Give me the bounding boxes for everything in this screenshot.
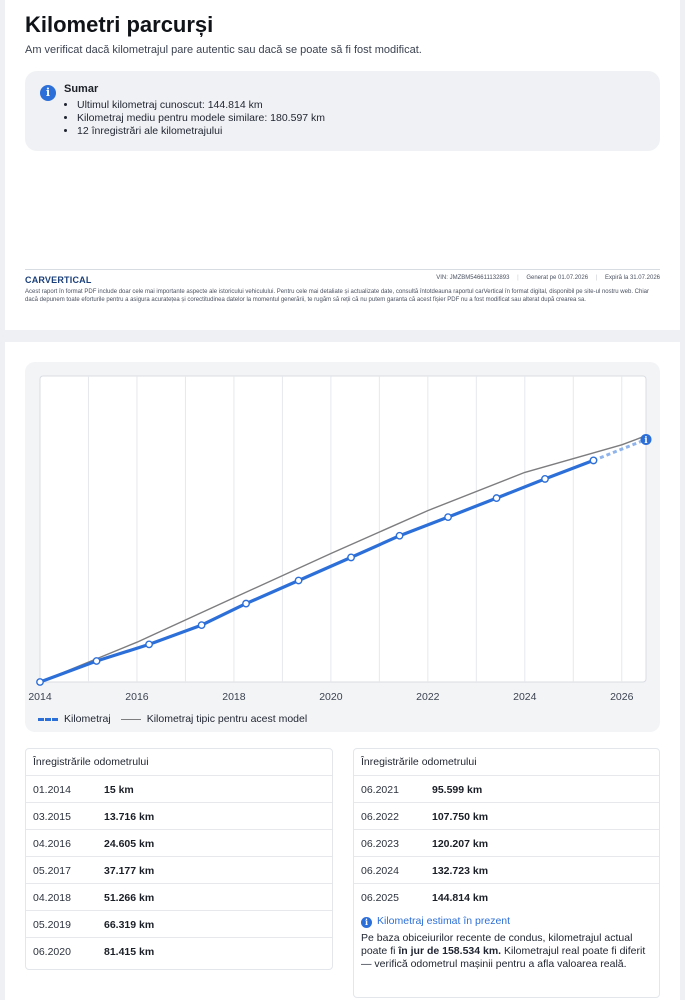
table-row — [26, 910, 332, 937]
data-point — [348, 554, 354, 560]
record-mileage: 13.716 km — [104, 811, 155, 823]
record-date: 06.2025 — [361, 892, 399, 904]
x-tick-label: 2026 — [610, 691, 634, 703]
plot-area — [40, 376, 646, 682]
record-date: 06.2020 — [33, 946, 71, 958]
record-date: 03.2015 — [33, 811, 71, 823]
estimate-text-before: Pe baza obiceiurilor recente de condus, kilometrajul actual poate fi — [361, 932, 633, 957]
summary-item: • 12 înregistrări ale kilometrajului — [77, 125, 325, 138]
record-mileage: 95.599 km — [432, 784, 483, 796]
data-point — [542, 476, 548, 482]
record-mileage: 51.266 km — [104, 892, 155, 904]
disclaimer-text: Acest raport în format PDF include doar cele mai importante aspecte ale istoricului vehiculului. Pentru cele mai detaliate și actualizate date, consultă întotdeauna raportul carVertical în format digital, disponibil pe site-ul nostru web. Chiar dacă depunem toate eforturile pentru a asigura acuratețea și corectitudinea datelor la momentul generării, te rugăm să reții că nu putem garanta că acest fișier PDF nu a fost modificat sau alterat după crearea sa. — [25, 289, 649, 303]
x-tick-label: 2018 — [222, 691, 246, 703]
record-date: 06.2024 — [361, 865, 399, 877]
expiry-date: Expiră la 31.07.2026 — [604, 275, 660, 281]
table-row — [354, 856, 659, 883]
table-row — [26, 883, 332, 910]
record-date: 06.2022 — [361, 811, 399, 823]
data-point — [493, 495, 499, 501]
x-tick-label: 2014 — [28, 691, 52, 703]
vin-text: VIN: JMZBM546611132893 — [436, 275, 510, 281]
record-date: 04.2018 — [33, 892, 71, 904]
data-point — [198, 622, 204, 628]
record-mileage: 37.177 km — [104, 865, 155, 877]
legend-swatch-mileage — [38, 718, 58, 721]
legend-label-typical: Kilometraj tipic pentru acest model — [146, 713, 308, 725]
report-footer — [25, 269, 660, 303]
summary-list — [77, 99, 325, 138]
table-row — [26, 829, 332, 856]
data-point — [295, 577, 301, 583]
record-date: 05.2017 — [33, 865, 71, 877]
data-point — [243, 600, 249, 606]
estimate-text — [361, 932, 646, 971]
table-row — [354, 883, 659, 910]
table-header: Înregistrările odometrului — [361, 756, 477, 768]
x-tick-label: 2020 — [319, 691, 343, 703]
info-icon: i — [361, 917, 372, 928]
data-point — [37, 679, 43, 685]
watermark: AUTOVIT.RO — [8, 972, 127, 992]
x-tick-label: 2016 — [125, 691, 149, 703]
mileage-chart-svg — [25, 362, 660, 732]
record-mileage: 24.605 km — [104, 838, 155, 850]
summary-item: • Kilometraj mediu pentru modele similare: 180.597 km — [77, 112, 325, 125]
estimate-title[interactable]: Kilometraj estimat în prezent — [377, 915, 511, 927]
chart-legend — [38, 713, 307, 725]
table-row — [354, 802, 659, 829]
table-row — [354, 775, 659, 802]
mileage-summary-card — [5, 0, 680, 330]
summary-title: Sumar — [64, 83, 99, 95]
data-point — [445, 514, 451, 520]
generated-date: Generat pe 01.07.2026 — [526, 275, 589, 281]
record-mileage: 107.750 km — [432, 811, 489, 823]
data-point — [396, 533, 402, 539]
report-meta: VIN: JMZBM546611132893 | Generat pe 01.07.2026 | Expiră la 31.07.2026 — [436, 275, 660, 281]
x-tick-label: 2022 — [416, 691, 440, 703]
info-icon: i — [40, 85, 56, 101]
record-mileage: 144.814 km — [432, 892, 489, 904]
carvertical-logo: CARVERTICAL — [25, 275, 92, 285]
mileage-chart — [25, 362, 660, 732]
legend-swatch-typical — [121, 719, 141, 720]
odometer-records-table-right — [353, 748, 660, 998]
record-mileage: 81.415 km — [104, 946, 155, 958]
record-mileage: 15 km — [104, 784, 134, 796]
record-date: 05.2019 — [33, 919, 71, 931]
odometer-records-table-left — [25, 748, 333, 970]
record-date: 01.2014 — [33, 784, 71, 796]
info-icon: i — [644, 435, 648, 446]
table-row — [26, 937, 332, 964]
table-row — [26, 856, 332, 883]
data-point — [590, 457, 596, 463]
legend-label-mileage: Kilometraj — [64, 713, 111, 725]
record-mileage: 132.723 km — [432, 865, 489, 877]
odometer-card — [5, 342, 680, 1000]
page-subtitle: Am verificat dacă kilometrajul pare autentic sau dacă se poate să fi fost modificat. — [25, 44, 422, 56]
table-row — [354, 829, 659, 856]
record-date: 06.2021 — [361, 784, 399, 796]
table-row — [26, 802, 332, 829]
estimate-text-after: Kilometrajul real poate fi diferit — verifică odometrul mașinii pentru a afla valoarea reală. — [361, 945, 646, 970]
record-date: 04.2016 — [33, 838, 71, 850]
x-tick-label: 2024 — [513, 691, 537, 703]
estimate-value: în jur de 158.534 km. — [398, 945, 502, 957]
record-date: 06.2023 — [361, 838, 399, 850]
table-header: Înregistrările odometrului — [33, 756, 149, 768]
summary-item: • Ultimul kilometraj cunoscut: 144.814 km — [77, 99, 325, 112]
page-title: Kilometri parcurși — [25, 12, 214, 37]
data-point — [93, 658, 99, 664]
summary-box — [25, 71, 660, 151]
record-mileage: 66.319 km — [104, 919, 155, 931]
record-mileage: 120.207 km — [432, 838, 489, 850]
data-point — [146, 641, 152, 647]
table-row — [26, 775, 332, 802]
